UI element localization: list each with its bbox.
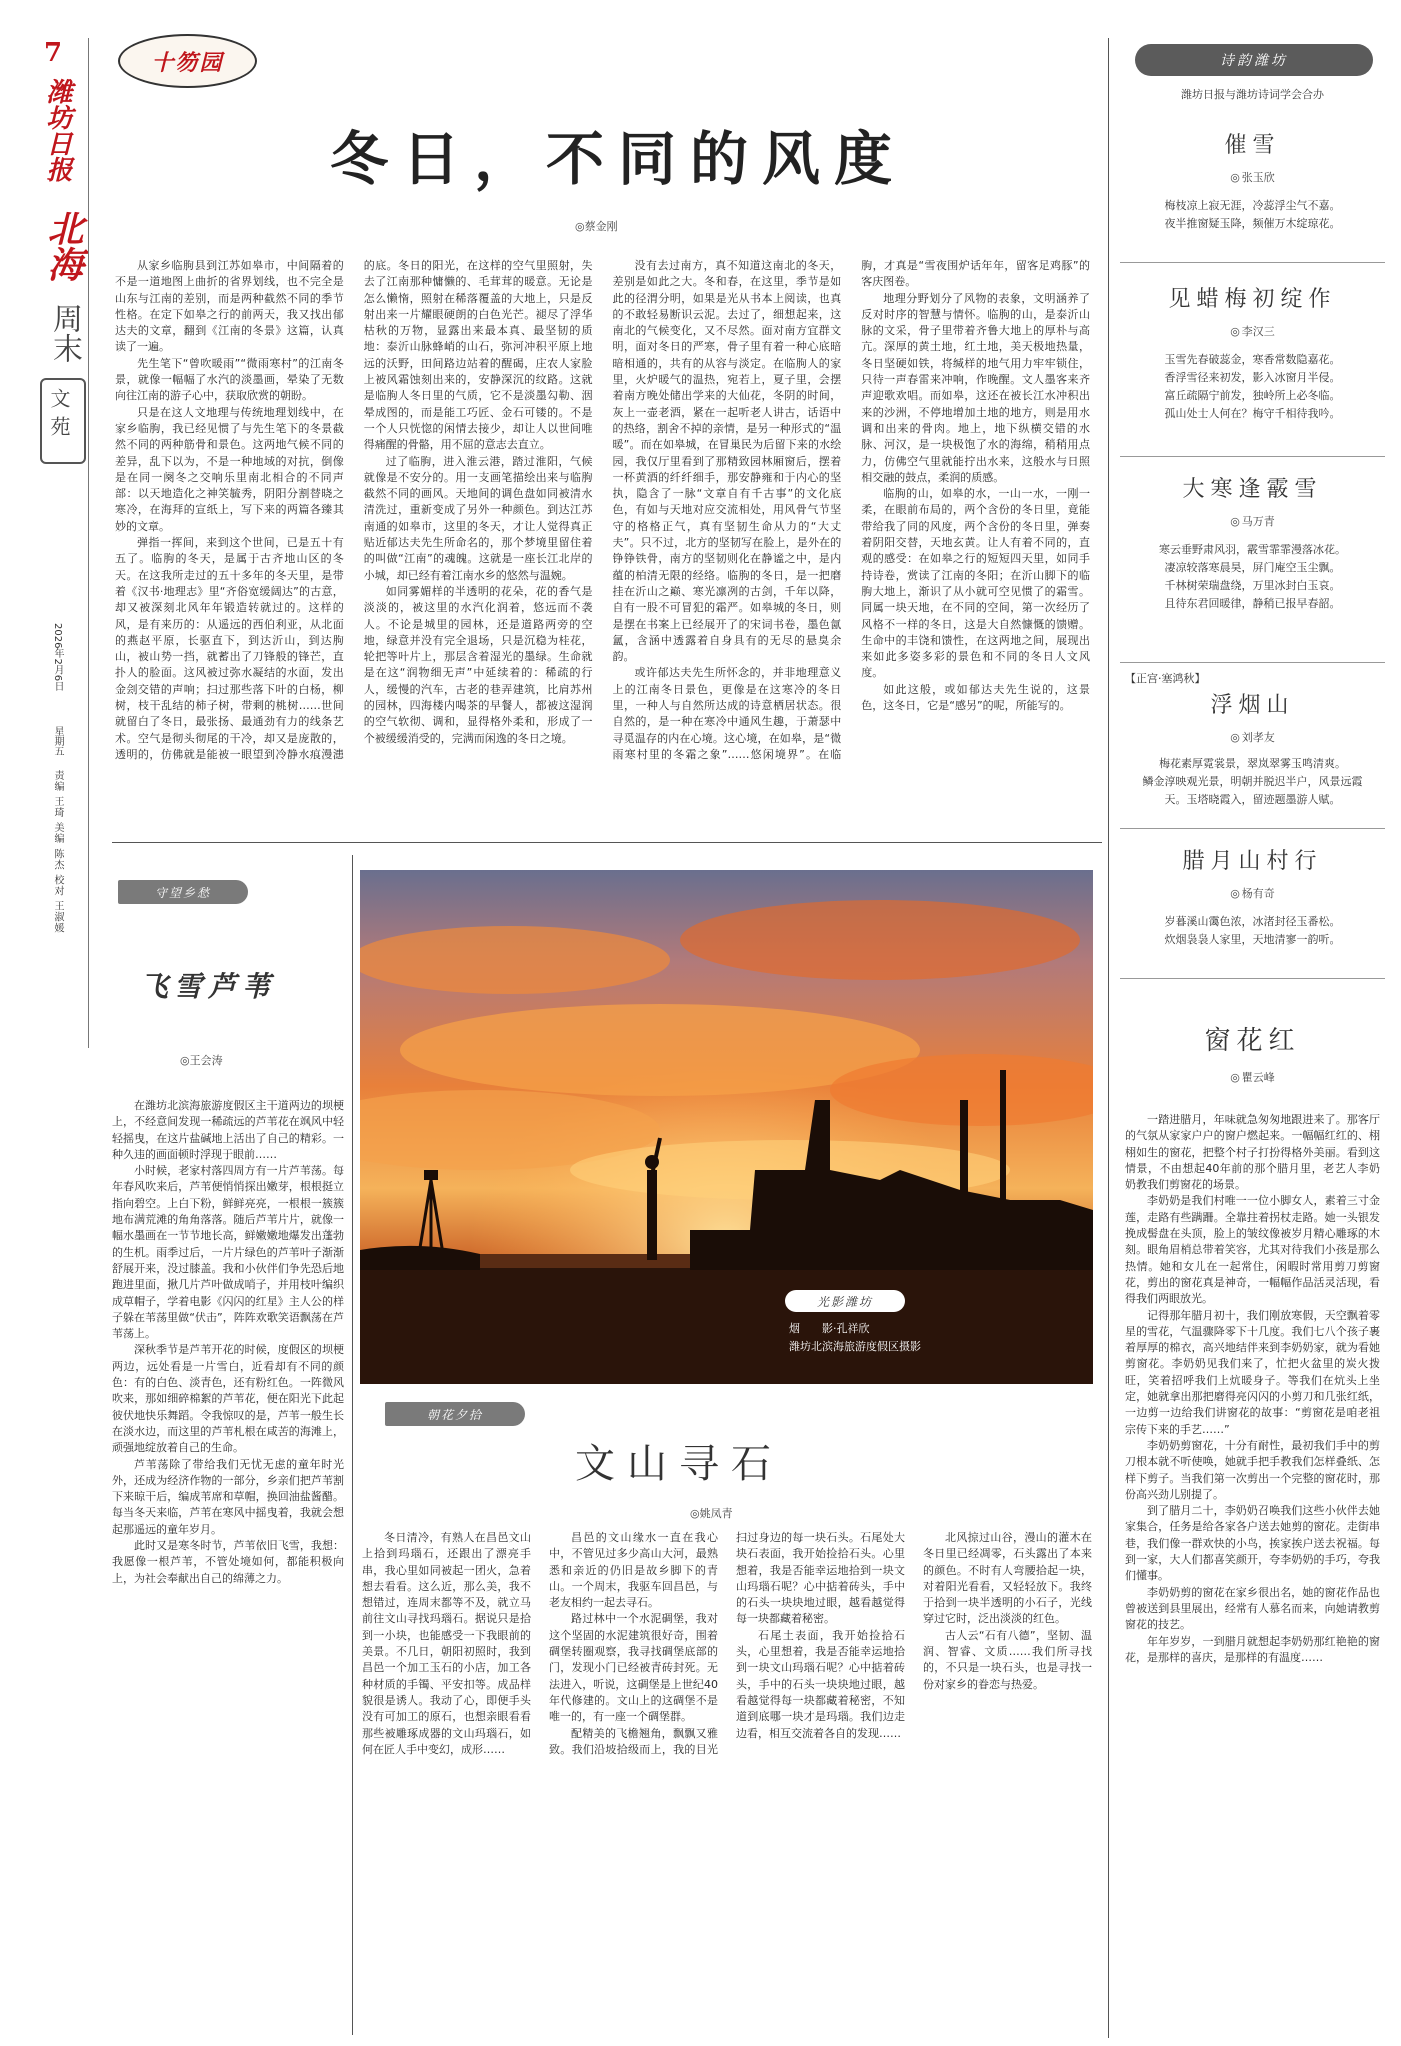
article-window-paragraph: 年年岁岁，一到腊月就想起李奶奶那红艳艳的窗花，是那样的喜庆，是那样的有温度…… (1125, 1634, 1380, 1664)
article1-paragraph: 如此这般，或如郁达夫先生说的，这景色，这冬日，它是“感另”的呢，所能写的。 (861, 682, 1090, 713)
issue-weekday: 星期五 (52, 726, 63, 756)
poetry-banner (1135, 44, 1373, 76)
article-window-body (1125, 1112, 1380, 2032)
page-number: 7 (44, 38, 63, 68)
section2-paragraph: 在潍坊北滨海旅游度假区主干道两边的坝梗上，不经意间发现一稀疏远的芦苇花在飒风中轻轻摇曳，在这片盐碱地上活出了自己的精彩。一种久违的画面顿时浮现于眼前…… (112, 1099, 344, 1161)
qu-poem (1120, 688, 1385, 809)
poem-title: 大寒逢霰雪 (1182, 477, 1323, 502)
poem-line: 炊烟袅袅人家里，天地清寥一韵听。 (1164, 933, 1341, 946)
section3-body (362, 1530, 1092, 2032)
section3-paragraph: 北风掠过山谷，漫山的灌木在冬日里已经凋零，石头露出了本来的颜色。不时有人弯腰拾起一块，对着阳光看看，又轻轻放下。我终于拾到一块半透明的小石子，光线穿过它时，泛出淡淡的红色。 (923, 1531, 1092, 1626)
section2-author-name: 王会涛 (189, 1054, 223, 1067)
article1-author-name: 蔡金刚 (584, 220, 618, 233)
poem-line: 香浮雪径来初发，影入冰窗月半侵。 (1164, 371, 1341, 384)
section3-paragraph: 昌邑的文山缘水一直在我心中，不管见过多少高山大河，最熟悉和亲近的仍旧是故乡脚下的青山。一个周末，我驱车回昌邑，与老友相约一起去寻石。 (549, 1531, 718, 1610)
section3-paragraph: 古人云“石有八德”，坚韧、温润、智睿、文质……我们所寻找的，不只是一块石头，也是寻找一份对家乡的眷恋与热爱。 (923, 1628, 1092, 1691)
section3-author: ◎姚凤青 (690, 1507, 733, 1520)
poem-line: 凄凉较落寒晨昊，屏门庵空玉尘飘。 (1164, 561, 1341, 574)
poem-line: 千林树荣瑞盘绕，万里冰封白玉哀。 (1164, 579, 1341, 592)
photo-banner-label: 光影潍坊 (816, 1294, 873, 1309)
poem-title: 催雪 (1224, 133, 1281, 158)
article1-author: ◎蔡金刚 (575, 220, 618, 233)
poem-line: 夜半推窗疑玉降，频催万木绽琼花。 (1164, 217, 1341, 230)
section2-banner-label: 守望乡愁 (154, 885, 211, 900)
poem-lines (1120, 541, 1385, 613)
article-window-paragraph: 李奶奶剪的窗花在家乡很出名，她的窗花作品也曾被送到县里展出，经常有人慕名而来，向她请教剪窗花的技艺。 (1125, 1585, 1380, 1632)
poem-line: 孤山处士人何在？梅守千相待我吟。 (1164, 407, 1341, 420)
poem-title: 腊月山村行 (1182, 849, 1323, 874)
article-window-paragraph: 到了腊月二十，李奶奶召唤我们这些小伙伴去她家集合，任务是给各家各户送去她剪的窗花。走街串巷，我们像一群欢快的小鸟，挨家挨户送去祝福。每到一家，大人们都喜笑颜开，夸李奶奶的手巧，夸我们懂事。 (1125, 1504, 1380, 1583)
article1-paragraph: 先生笔下“曾吹暖雨”“微雨寒村”的江南冬景，就像一幅幅了水汽的淡墨画，晕染了无数向往江南的游子心中，获取欣赏的朝盼。 (115, 356, 344, 403)
article-window-paragraph: 李奶奶剪窗花，十分有耐性，最初我们手中的剪刀根本就不听使唤，她就手把手教我们怎样叠纸、怎样下剪子。当我们第一次剪出一个完整的窗花时，那份高兴劲儿别提了。 (1125, 1438, 1380, 1501)
article1-paragraph: 地理分野划分了风物的表象，文明涵养了反对时序的智慧与情怀。临朐的山，是泰沂山脉的文采，骨子里带着齐鲁大地上的厚朴与高亢。深厚的黄土地，红土地，美天极地热量，冬日坚硬如铁，将缄样的地气用力牢牢锁住，只待一声春雷来冲响，作晚醒。文人墨客来齐声迎歌欢唱。而如皋，这还在被长江水冲积出来的沙洲，不停地增加土地的地方，则是用水调和出来的骨肉。地上，地下纵横交错的水脉、河汉，是一块极饱了水的海绵，稍稍用点力，仿佛空气里就能拧出水来，这般水与日照相交融的鼓点，柔润的质感。 (861, 291, 1090, 484)
poem-author: ◎ 张玉欣 (1120, 169, 1385, 185)
section-label: 文苑 (47, 388, 71, 444)
poem-3 (1120, 472, 1385, 613)
article1-title: 冬日，不同的风度 (330, 125, 907, 193)
section3-paragraph: 配精美的飞檐翘角，飘飘又雅致。我们沿坡拾级而上，我的目光扫过身边的每一块石头。石尾处大块石表面，我开始捡拾石头。心里想着，我是否能幸运地拾到一块文山玛瑙石呢？心中掂着砖头，手中的石头一块块地过眼，越看越觉得每一块都藏着秘密。 (549, 1531, 905, 1756)
photo-banner (785, 1290, 905, 1312)
section3-paragraph: 路过林中一个水泥碉堡，我对这个坚固的水泥建筑很好奇，围着碉堡转圈观察，我寻找碉堡底部的门，发现小门已经被青砖封死。无法进入，听说，这碉堡是上世纪40年代修建的。文山上的这碉堡不是唯一的，有一座一个碉堡群。 (549, 1612, 718, 1724)
section3-banner-label: 朝花夕拾 (426, 1407, 483, 1422)
poem-lines (1120, 913, 1385, 949)
article1-paragraph: 或许郁达夫先生所怀念的，并非地理意义上的江南冬日景色，更像是在这寒冷的冬日里，一种人与自然所达成的诗意栖居状态。很自然的，是一种在寒冷中通风生趣，于萧瑟中寻觅温存的内在心境。这心境，在如皋，是“微雨寒村里的冬霜之象”……悠闲境界”。在临朐，才真是“雪夜围炉话年年，留客足鸡豚”的客庆图卷。 (612, 259, 1090, 761)
poem-1 (1120, 128, 1385, 233)
poem-line: 富丘疏隔宁前发，独岭所上必冬临。 (1164, 389, 1341, 402)
poetry-banner-label: 诗韵潍坊 (1220, 53, 1288, 69)
weekly-title-2: 周末 (47, 303, 82, 363)
section2-paragraph: 小时候，老家村落四周方有一片芦苇荡。每年春风吹来后，芦苇便悄悄探出嫩芽，根根挺立指向碧空。上白下粉，鲜鲜亮亮，一根根一簇簇地布满荒滩的角角落落。随后芦苇片片，就像一幅水墨画在一节节地长高，鲜嫩嫩地爆发出蓬勃的生机。雨季过后，一片片绿色的芦苇叶子渐渐舒展开来，没过膝盖。我和小伙伴们争先恐后地跑进里面，揪几片芦叶做成哨子，并用枝叶编织成草帽子，学着电影《闪闪的红星》主人公的样子躲在苇荡里做“伏击”，阵阵欢歌笑语飘荡在芦苇荡上。 (112, 1164, 344, 1341)
poem-line: 玉雪先春破蕊金，寒香常数隐嘉花。 (1164, 353, 1341, 366)
section3-title: 文山寻石 (575, 1441, 783, 1487)
poem-5 (1120, 844, 1385, 949)
section2-banner (118, 880, 248, 904)
section2-paragraph: 此时又是寒冬时节，芦苇依旧飞雪，我想：我愿像一根芦苇，不管处境如何，都能积极向上，为社会奉献出自己的绵薄之力。 (112, 1539, 344, 1585)
article1-body (115, 258, 1090, 826)
qu-title: 浮烟山 (1210, 693, 1295, 718)
masthead (40, 38, 110, 1058)
article-window-title: 窗花红 (1204, 1026, 1301, 1056)
poem-line: 梅枝凉上寂无涯，冷蕊浮尘气不嘉。 (1164, 199, 1341, 212)
section3-paragraph: 冬日清冷，有熟人在昌邑文山上拾到玛瑙石，还跟出了漂亮手串，我心里如同被起一团火，急着想去看看。这么近，那么美，我不想错过，连周末都等不及，就立马前往文山寻找玛瑙石。据说只是拾到一小块，也能感受一下我眼前的美景。不几日，朝阳初照时，我到昌邑一个加工玉石的小店，加工各种材质的手镯、平安扣等。成品样貌很是诱人。我动了心，即便手头没有可加工的原石，也想亲眼看看那些被雕琢成器的文山玛瑙石，如何在匠人手中变幻，成形…… (362, 1531, 531, 1756)
column-badge-label: 十笏园 (151, 49, 224, 76)
article1-paragraph: 过了临朐，进入淮云港，踏过淮阳，气候就像是不安分的。用一支画笔描绘出来与临朐截然不同的画风。天地间的调色盘如同被清水清洗过，重新变成了另外一种颜色。到达江苏南通的如皋市，这里的冬天，才让人觉得真正贴近郁达夫先生所命名的，那个梦境里留住着的叫做“江南”的魂魄。这就是一座长江北岸的小城，却已经有着江南水乡的悠然与温婉。 (363, 454, 593, 582)
article1-paragraph: 如同雾媚样的半透明的花朵，花的香气是淡淡的，被这里的水汽化润着，悠远而不袭人。不论是城里的园林，还是道路两旁的空地，绿意并没有完全退场，只是沉稳为桂花，轮把等叶片上，那层含着湿光的墨绿。生命就是在这“润物细无声”中延续着的：稀疏的行人，缓慢的汽车，古老的巷弄建筑，比肩苏州的园林，四海楼内喝茶的早餐人，都被这湿润的空气软彻、调和，显得格外柔和，形成了一个被缓缓消受的，完满而闲逸的冬日之境。 (363, 584, 593, 745)
article-window-author: ◎ 瞿云峰 (1120, 1069, 1385, 1085)
poem-lines (1120, 197, 1385, 233)
section2-paragraph: 芦苇荡除了带给我们无忧无虑的童年时光外，还成为经济作物的一部分，乡亲们把芦苇割下来晾干后，编成苇席和草帽，换回油盐酱醋。每当冬天来临，芦苇在寒风中摇曳着，我就会想起那遥远的童年岁月。 (112, 1457, 344, 1536)
weekly-title-1: 北海 (42, 210, 84, 282)
poem-line: 岁暮溪山霭色浓，冰渚封径玉番松。 (1164, 915, 1341, 928)
poem-2 (1120, 282, 1385, 423)
paper-name: 潍坊日报 (42, 78, 72, 182)
poem-author: ◎ 李汉三 (1120, 323, 1385, 339)
sunset-photo (360, 870, 1093, 1384)
article-window-paragraph: 李奶奶是我们村唯一一位小脚女人，素着三寸金莲，走路有些蹒跚。全靠拄着拐杖走路。她一头银发挽成髻盘在头顶，脸上的皱纹像被岁月精心雕琢的木刻。眼角眉梢总带着笑容，尤其对待我们小孩是那么热情。她和女儿在一起常住，闲暇时常用剪刀剪窗花，剪出的窗花真是神奇，一幅幅作品活灵活现，看得我们两眼放光。 (1125, 1194, 1380, 1306)
article-window-paragraph: 记得那年腊月初十，我们刚放寒假，天空飘着零星的雪花，气温骤降零下十几度。我们七八个孩子裹着厚厚的棉衣，高兴地结伴来到李奶奶家，就为看她剪窗花。李奶奶见我们来了，忙把火盆里的炭火拨旺，笑着招呼我们上炕暖身子。等我们在炕头上坐定，她就拿出那把磨得亮闪闪的小剪刀和几张红纸，一边剪一边给我们讲窗花的故事：“剪窗花是咱老祖宗传下来的手艺……” (1125, 1308, 1380, 1436)
article1-paragraph: 临朐的山，如皋的水，一山一水，一刚一柔，在眼前布局的，两个含份的冬日里，竟能带给我了同的风度，两个含份的冬日里，弹奏着阴阳交替，天地玄黄。让人有着不同的，直观的感受：在如皋之行的短短四天里，如同手持诗卷，赏读了江南的冬阳；在沂山脚下的临朐大地上，渐识了从小就可空见惯了的霜雪。同属一块天地，在不同的空间，第一次经历了风格不一样的冬日，这是大自然慷慨的馈赠。生命中的丰饶和馈性，在这两地之间，展现出来如此多姿多彩的景色和不同的冬日人文风度。 (861, 487, 1090, 680)
section-badge (40, 378, 86, 464)
photo-caption-2: 潍坊北滨海旅游度假区摄影 (789, 1340, 921, 1353)
qu-line: 梅花素厚霓裳景，翠岚翠雾玉鸣清爽。 (1159, 757, 1346, 770)
article-window-header (1120, 1020, 1385, 1085)
poem-lines (1120, 351, 1385, 423)
article1-paragraph: 从家乡临朐县到江苏如皋市，中间隔着的不是一道地图上曲折的省界划线，也不完全是山东与江南的差别，而是两种截然不同的季节性格。在定下如皋之行的前两天，我又找出郁达夫的文章，翻到《江南的冬景》这篇，认真读了一遍。 (115, 259, 344, 354)
section2-author: ◎王会涛 (180, 1054, 223, 1067)
section2-title: 飞雪芦苇 (140, 970, 277, 1003)
issue-date: 2026年2月6日 (52, 623, 63, 692)
article1-paragraph: 只是在这人文地理与传统地理划线中，在家乡临朐，我已经见惯了与先生笔下的冬景截然不同的两种筋骨和景色。这两地气候不同的差异，乱下以为，不是一种地域的对抗，倒像是在同一阕冬之交响乐里南北相合的不同声部：以天地造化之神笑毓秀，阴阳分割替晓之寒冷，在海拜的宣纸上，写下来的两篇各臻其妙的文章。 (115, 405, 344, 533)
poem-line: 寒云垂野肃风羽，霰雪霏霏漫落冰花。 (1159, 543, 1346, 556)
qu-label: 【正宫·塞鸿秋】 (1125, 672, 1206, 685)
qu-line: 鳞金淳映观光景，明朝并脱迟半户，风景远霞天。玉塔晓霞入，留迹题墨游人赋。 (1142, 775, 1363, 806)
poetry-subtitle: 潍坊日报与潍坊诗词学会合办 (1181, 88, 1324, 101)
article1-paragraph: 弹指一挥间，来到这个世间，已是五十有五了。临朐的冬天，是属于古齐地山区的冬天。在这我所走过的五十多年的冬天里，是带着《汉书·地理志》里“齐俗宽缓阔达”的古意，却又被深刻北风年年锻造转就过的。这样的风，是有来历的：从遥远的西伯利亚，从北面的燕赵平原，长驱直下，到达沂山，到达朐山，被山势一挡，就蓄出了刀锋般的锋芒，直扑人的脸面。这风被过弥水凝结的水面，发出金刽交错的声响；扫过那些落下叶的白杨，柳树，枝干乱结的柿子树，带剩的桃树……世间就留白了冬日，最张扬、最通劲有力的线条艺术。空气是彻头彻尾的干冷，却又是庞散的，透明的，仿佛就是能被一眼望到冷静水痕漫漶的底。冬日的阳光，在这样的空气里照射，失去了江南那种慵懒的、毛茸茸的暖意。无论是怎么懒惰，照射在稀落覆盖的大地上，只是反射出来一片耀眼硬朗的白色光芒。褪尽了浮华枯秋的万物，显露出来最本真、最坚韧的质地：泰沂山脉蜂峭的山石，弥河冲积平原上地远的沃野，田间路边站着的醒碣，庄农人家脸上被风霜蚀刻出来的，安静深沉的纹路。这就是临朐人冬日里的气质，它不是淡墨勾勒、洇晕成图的，而是能工巧匠、金石可镂的。不是一个人只恍惚的闲情去接少，却让人以世间唯得痛醒的骨骼，用不屈的意志去直立。 (115, 259, 593, 761)
poem-author: ◎ 马万青 (1120, 513, 1385, 529)
poem-title: 见蜡梅初绽作 (1168, 287, 1337, 312)
section3-author-name: 姚凤青 (699, 1507, 733, 1520)
article-window-paragraph: 一踏进腊月，年味就急匆匆地跟进来了。那客厅的气氛从家家户户的窗户燃起来。一幅幅红红的、栩栩如生的窗花，把整个村子打扮得格外美丽。看到这情景，不由想起40年前的那个腊月里，老艺人李奶奶教我们剪窗花的场景。 (1125, 1113, 1380, 1192)
section2-paragraph: 深秋季节是芦苇开花的时候，度假区的坝梗两边，远处看是一片雪白，近看却有不同的颜色：有的白色、淡青色，还有粉红色。一阵微风吹来，那如细碎棉絮的芦苇花，便在阳光下此起彼伏地快乐舞蹈。令我惊叹的是，芦苇一般生长在淡水边，而这里的芦苇札根在咸苦的海滩上，顽强地绽放着自己的生命。 (112, 1343, 344, 1455)
photo-caption-1: 烟 影·孔祥欣 (789, 1322, 870, 1335)
section3-banner (385, 1402, 525, 1426)
poem-line: 且待东君回暖律，静稍已报早春韶。 (1164, 597, 1341, 610)
article1-paragraph: 没有去过南方，真不知道这南北的冬天，差别是如此之大。冬和春，在这里，季节是如此的径渭分明，如果是光从书本上阅读，也真的不敢轻易断识云泥。去过了，细想起来，这南北的气候变化，又不尽然。面对南方宜群文明，面对冬日的严寒，骨子里有着一种心底暗暗相通的，共有的从容与淡定。在临朐人的家里，火炉暖气的温热，宛若上，夏子里，会摆着南方晚处储出学来的大仙花，冬阴的时间，灰上一壶老酒，紧在一起听老人讲古，话语中的热络，割舍不掉的亲情，是另一种形式的“温暖”。而在如皋城，在冒巢民为后留下来的水绘园，我仅厅里看到了那精致园林厢窗后，摆着一杯黄酒的纤纤细手，那安静雍和于内心的坚执，隐含了一脉“文章自有千古事”的文化底色，有如与天地对应交流相处，用风骨气节坚守的格格正气，真有坚韧生命从力的“大丈夫”。只不过，北方的坚韧写在脸上，是外在的铮铮铁骨，南方的坚韧则化在静谧之中，是内蕴的柏清无限的经络。临朐的冬日，是一把磨挂在沂山之巅、寒光凛冽的古剑，千年以降，自有一股不可冒犯的霜严。如皋城的冬日，则是摆在书案上已经展开了的宋词书卷，墨色氤氲，含涵中透露着自身具有的无尽的悬臭余韵。 (612, 259, 842, 664)
editors: 责编 王琦 美编 陈杰 校对 王淑媛 (52, 770, 63, 934)
photo-caption-box (785, 1290, 985, 1370)
section3-paragraph: 石尾土表面，我开始捡拾石头，心里想着，我是否能幸运地拾到一块文山玛瑙石呢？心中掂着砖头，手中的石头一块块地过眼，越看越觉得每一块都藏着秘密，不知道到底哪一块才是玛瑙。我们边走边看，相互交流着各自的发现…… (736, 1628, 905, 1740)
poem-author: ◎ 杨有奇 (1120, 885, 1385, 901)
section2-body (112, 1098, 344, 2033)
qu-author: ◎ 刘孝友 (1120, 729, 1385, 745)
qu-lines (1120, 755, 1385, 809)
column-badge (118, 34, 257, 88)
